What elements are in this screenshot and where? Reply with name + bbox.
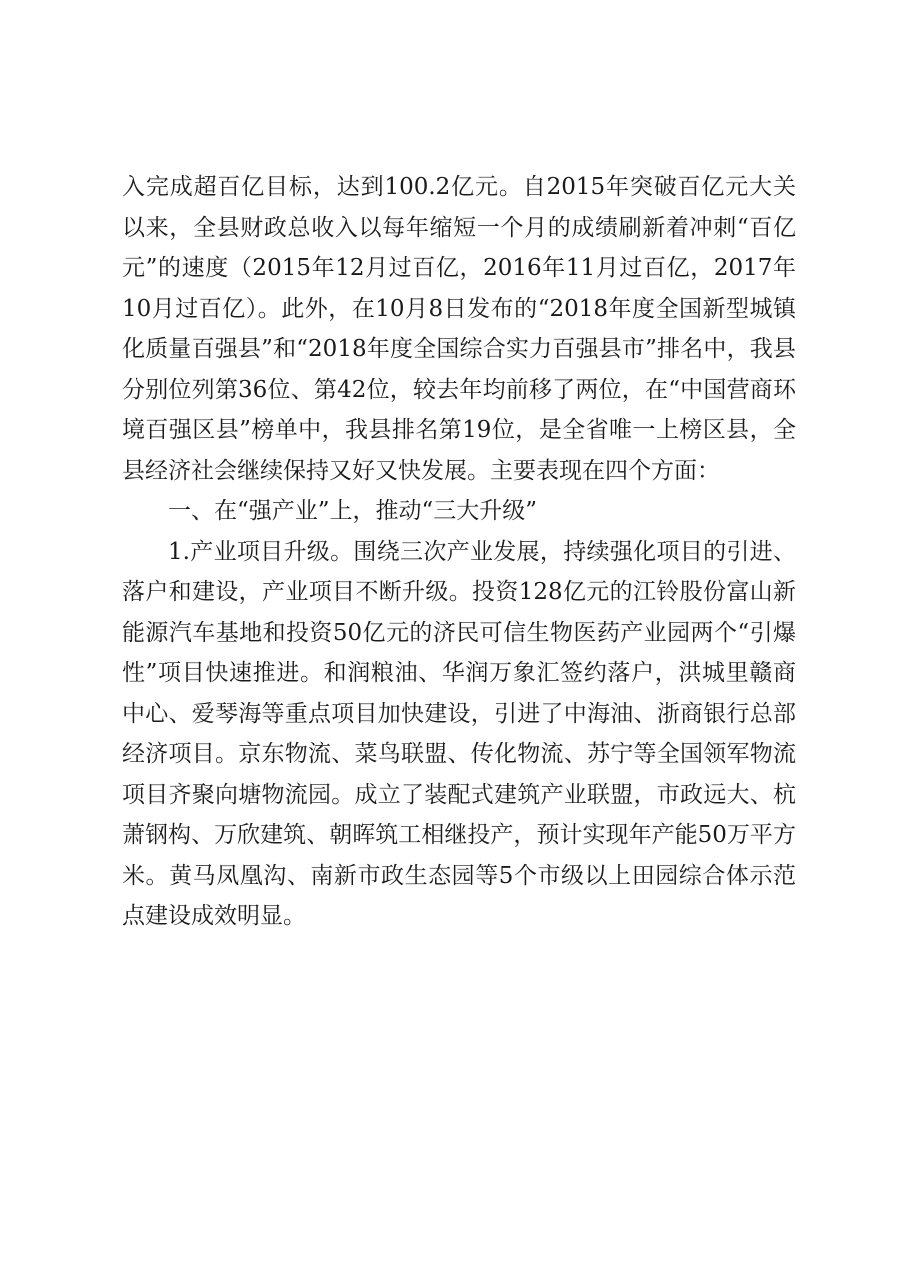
paragraph-industry-projects: 1.产业项目升级。围绕三次产业发展，持续强化项目的引进、落户和建设，产业项目不断升级。投资128亿元的江铃股份富山新能源汽车基地和投资50亿元的济民可信生物医药产业园两个“引爆性”项目快速推进。和润粮油、华润万象汇签约落户，洪城里赣商中心、爱琴海等重点项目加快建设，引进了中海油、浙商银行总部经济项目。京东物流、菜鸟联盟、传化物流、苏宁等全国领军物流项目齐聚向塘物流园。成立了装配式建筑产业联盟，市政远大、杭萧钢构、万欣建筑、朝晖筑工相继投产，预计实现年产能50万平方米。黄马凤凰沟、南新市政生态园等5个市级以上田园综合体示范点建设成效明显。 [122,538,796,929]
section-heading: 一、在“强产业”上，推动“三大升级” [168,498,538,524]
paragraph-continuation: 入完成超百亿目标，达到100.2亿元。自2015年突破百亿元大关以来，全县财政总收入以每年缩短一个月的成绩刷新着冲刺“百亿元”的速度（2015年12月过百亿，2016年11月过百亿，2017年10月过百亿）。此外，在10月8日发布的“2018年度全国新型城镇化质量百强县”和“2018年度全国综合实力百强县市”排名中，我县分别位列第36位、第42位，较去年均前移了两位，在“中国营商环境百强区县”榜单中，我县排名第19位，是全省唯一上榜区县，全县经济社会继续保持又好又快发展。主要表现在四个方面： [122,174,796,484]
document-page [122,167,796,937]
